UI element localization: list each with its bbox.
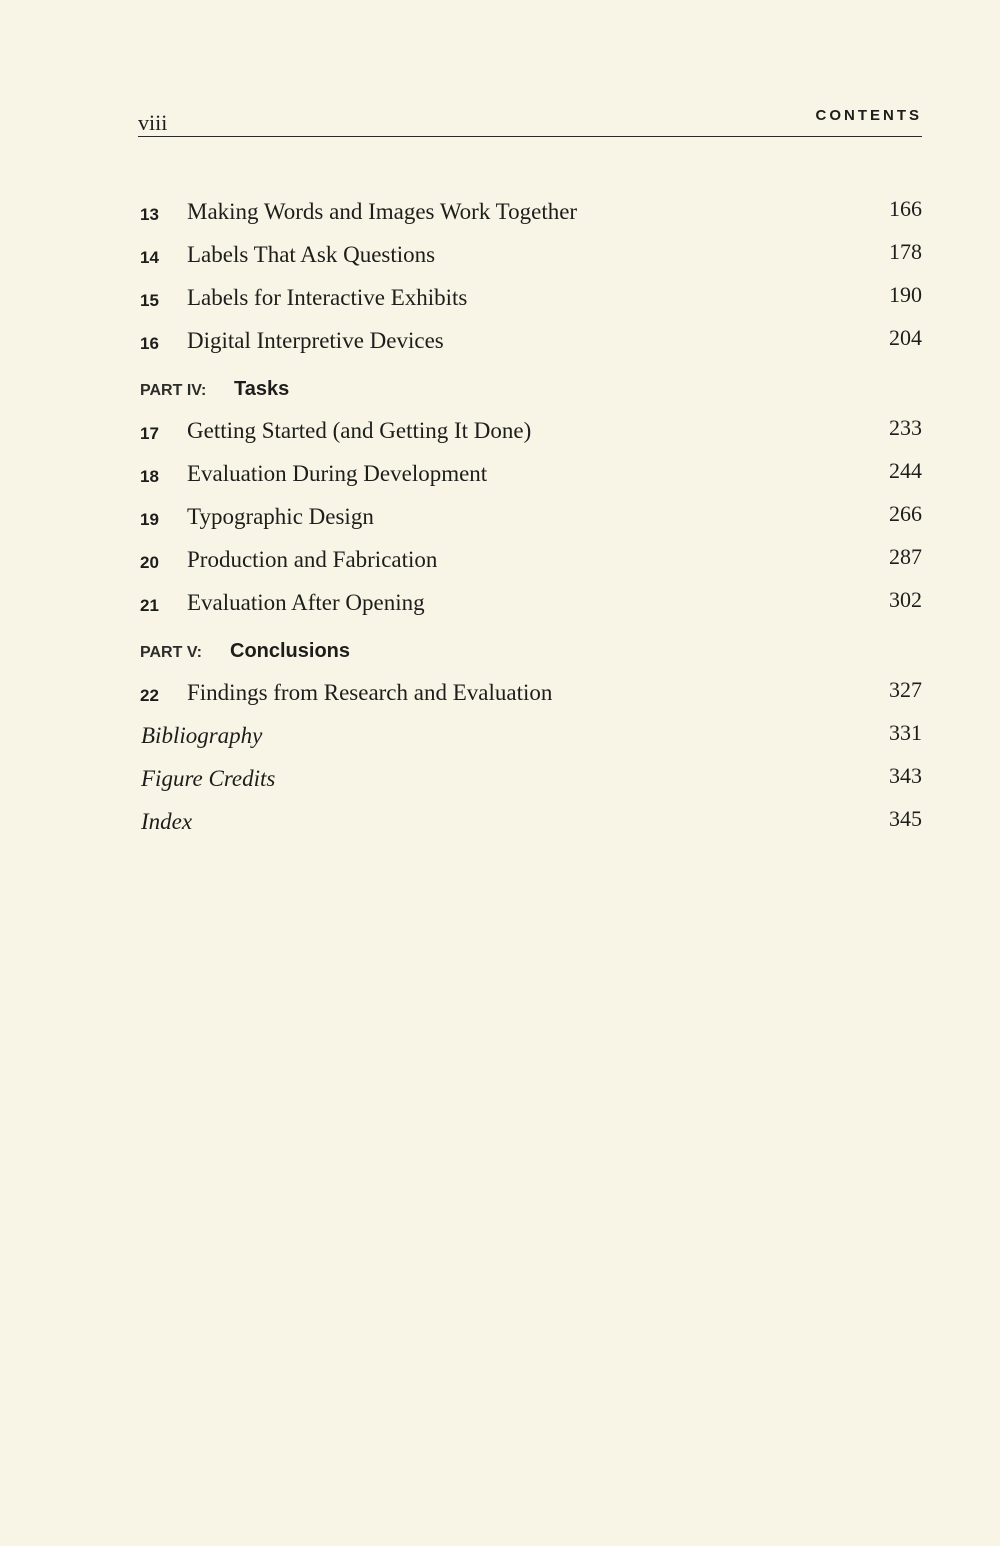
toc-entry[interactable]	[138, 457, 922, 500]
chapter-page: 302	[889, 587, 922, 612]
toc-entry[interactable]	[138, 195, 922, 238]
part-heading	[138, 372, 922, 414]
chapter-title: Labels for Interactive Exhibits	[187, 285, 468, 310]
page-header	[138, 104, 922, 137]
toc-entry[interactable]	[138, 586, 922, 629]
chapter-number: 22	[140, 686, 159, 705]
chapter-title: Findings from Research and Evaluation	[187, 680, 553, 705]
chapter-title: Evaluation During Development	[187, 461, 488, 486]
back-matter-title: Index	[141, 809, 193, 834]
chapter-number: 13	[140, 205, 159, 224]
back-matter-page: 343	[889, 763, 922, 788]
chapter-number: 18	[140, 467, 159, 486]
chapter-page: 166	[889, 196, 922, 221]
toc-entry[interactable]	[138, 676, 922, 719]
part-name: Conclusions	[230, 640, 351, 662]
chapter-title: Labels That Ask Questions	[187, 242, 436, 267]
chapter-title: Making Words and Images Work Together	[187, 199, 578, 224]
chapter-page: 266	[889, 501, 922, 526]
chapter-number: 17	[140, 424, 159, 443]
toc-entry[interactable]	[138, 414, 922, 457]
chapter-page: 287	[889, 544, 922, 569]
chapter-number: 16	[140, 334, 159, 353]
chapter-title: Production and Fabrication	[187, 547, 438, 572]
toc-entry[interactable]	[138, 238, 922, 281]
back-matter-page: 345	[889, 806, 922, 831]
part-name: Tasks	[234, 378, 290, 400]
part-label: PART IV:	[140, 382, 207, 399]
chapter-page: 327	[889, 677, 922, 702]
toc-entry[interactable]	[138, 281, 922, 324]
table-of-contents	[138, 195, 922, 848]
back-matter-entry[interactable]	[138, 719, 922, 762]
chapter-page: 244	[889, 458, 922, 483]
chapter-number: 21	[140, 596, 159, 615]
part-label: PART V:	[140, 644, 202, 661]
toc-entry[interactable]	[138, 500, 922, 543]
running-head: CONTENTS	[815, 107, 922, 124]
chapter-page: 204	[889, 325, 922, 350]
chapter-number: 14	[140, 248, 159, 267]
chapter-page: 190	[889, 282, 922, 307]
chapter-title: Typographic Design	[187, 504, 374, 529]
back-matter-title: Figure Credits	[141, 766, 276, 791]
page-number: viii	[138, 110, 168, 135]
back-matter-page: 331	[889, 720, 922, 745]
part-heading	[138, 634, 922, 676]
chapter-title: Digital Interpretive Devices	[187, 328, 444, 353]
chapter-page: 233	[889, 415, 922, 440]
toc-entry[interactable]	[138, 543, 922, 586]
back-matter-entry[interactable]	[138, 762, 922, 805]
chapter-number: 20	[140, 553, 159, 572]
chapter-number: 15	[140, 291, 159, 310]
chapter-title: Getting Started (and Getting It Done)	[187, 418, 532, 443]
chapter-page: 178	[889, 239, 922, 264]
chapter-title: Evaluation After Opening	[187, 590, 425, 615]
chapter-number: 19	[140, 510, 159, 529]
back-matter-entry[interactable]	[138, 805, 922, 848]
toc-entry[interactable]	[138, 324, 922, 367]
back-matter-title: Bibliography	[141, 723, 263, 748]
